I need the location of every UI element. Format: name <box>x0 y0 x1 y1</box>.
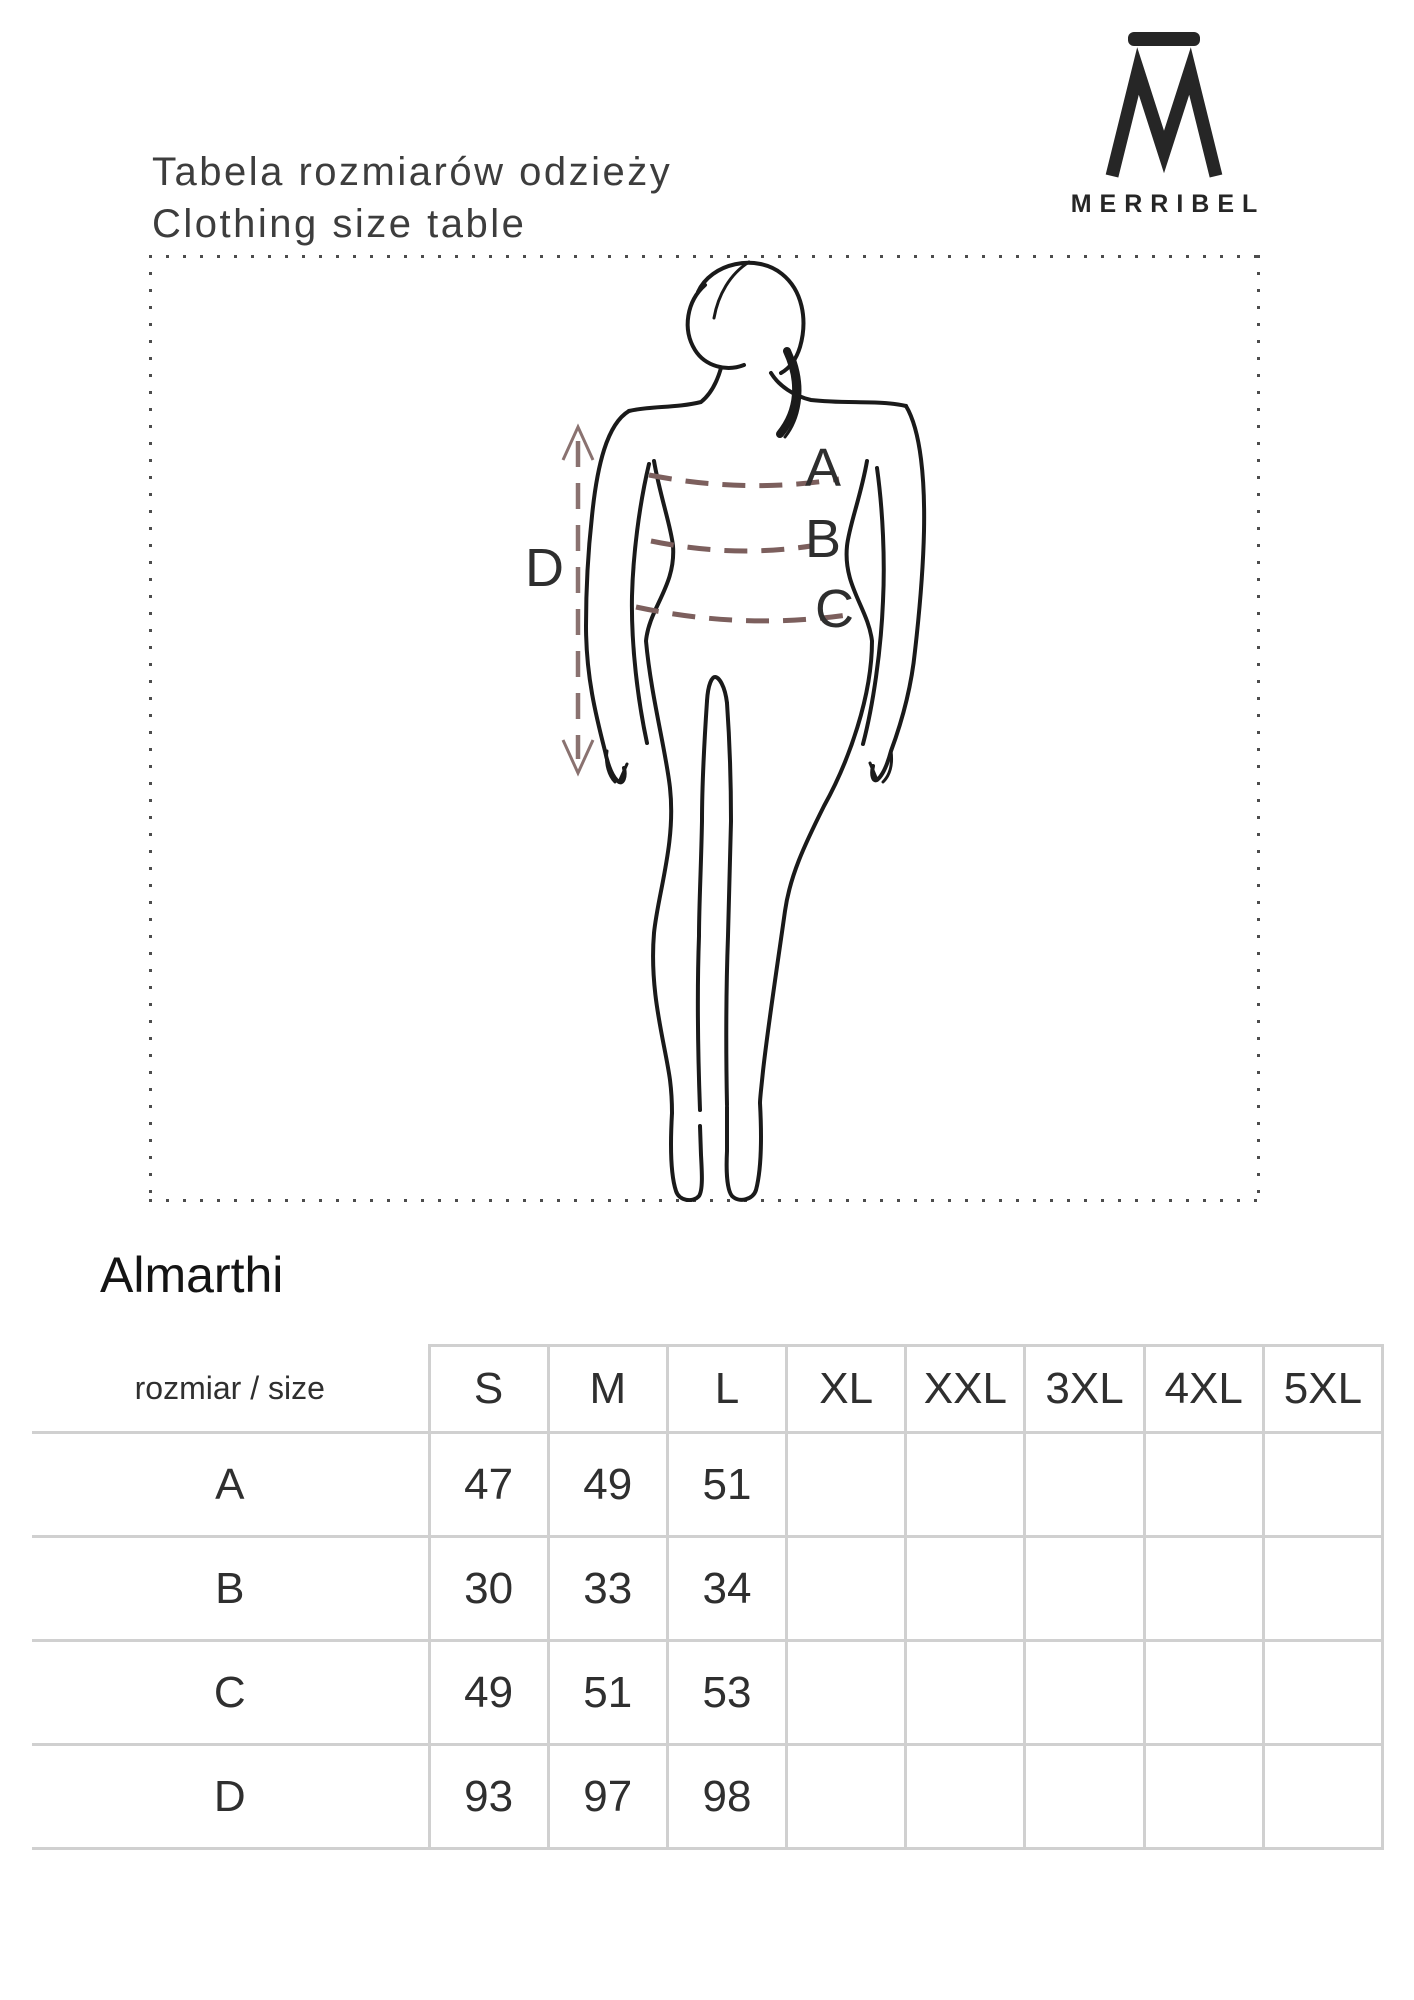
cell-b-l: 34 <box>667 1537 786 1641</box>
table-row-d <box>32 1745 1383 1849</box>
cell-a-5xl <box>1263 1433 1382 1537</box>
cell-c-3xl <box>1025 1641 1144 1745</box>
cell-c-l: 53 <box>667 1641 786 1745</box>
cell-d-xl <box>787 1745 906 1849</box>
label-hip: C <box>815 579 854 639</box>
size-col-3xl: 3XL <box>1025 1346 1144 1433</box>
size-col-m: M <box>548 1346 667 1433</box>
page-title-line-en: Clothing size table <box>152 202 527 246</box>
cell-d-4xl <box>1144 1745 1263 1849</box>
cell-a-l: 51 <box>667 1433 786 1537</box>
cell-a-3xl <box>1025 1433 1144 1537</box>
cell-b-xxl <box>906 1537 1025 1641</box>
cell-a-xl <box>787 1433 906 1537</box>
cell-c-4xl <box>1144 1641 1263 1745</box>
cell-d-xxl <box>906 1745 1025 1849</box>
size-table <box>32 1344 1384 1850</box>
cell-c-xxl <box>906 1641 1025 1745</box>
table-row-b <box>32 1537 1383 1641</box>
table-row-c <box>32 1641 1383 1745</box>
cell-b-s: 30 <box>429 1537 548 1641</box>
page-title-line-pl: Tabela rozmiarów odzieży <box>152 150 673 194</box>
cell-c-5xl <box>1263 1641 1382 1745</box>
cell-c-s: 49 <box>429 1641 548 1745</box>
cell-b-m: 33 <box>548 1537 667 1641</box>
cell-b-4xl <box>1144 1537 1263 1641</box>
row-label: B <box>32 1537 429 1641</box>
measurement-diagram <box>149 255 1260 1202</box>
brand-wordmark: MERRIBEL <box>1070 190 1266 218</box>
table-row-a <box>32 1433 1383 1537</box>
cell-a-m: 49 <box>548 1433 667 1537</box>
cell-b-xl <box>787 1537 906 1641</box>
cell-c-m: 51 <box>548 1641 667 1745</box>
size-col-4xl: 4XL <box>1144 1346 1263 1433</box>
brand-logo <box>1048 32 1280 219</box>
cell-b-3xl <box>1025 1537 1144 1641</box>
size-col-xl: XL <box>787 1346 906 1433</box>
cell-a-s: 47 <box>429 1433 548 1537</box>
size-col-s: S <box>429 1346 548 1433</box>
row-label: A <box>32 1433 429 1537</box>
row-header-label: rozmiar / size <box>32 1346 429 1433</box>
size-col-xxl: XXL <box>906 1346 1025 1433</box>
figure-sketch <box>149 255 1260 1202</box>
length-arrow <box>563 427 593 773</box>
cell-c-xl <box>787 1641 906 1745</box>
label-bust: A <box>805 438 842 498</box>
product-name: Almarthi <box>100 1247 284 1303</box>
row-label: D <box>32 1745 429 1849</box>
cell-a-4xl <box>1144 1433 1263 1537</box>
cell-d-3xl <box>1025 1745 1144 1849</box>
cell-b-5xl <box>1263 1537 1382 1641</box>
row-label: C <box>32 1641 429 1745</box>
cell-d-l: 98 <box>667 1745 786 1849</box>
cell-d-s: 93 <box>429 1745 548 1849</box>
size-col-5xl: 5XL <box>1263 1346 1382 1433</box>
label-waist: B <box>805 509 842 569</box>
label-length: D <box>525 538 564 598</box>
page-title <box>152 146 672 250</box>
cell-a-xxl <box>906 1433 1025 1537</box>
cell-d-m: 97 <box>548 1745 667 1849</box>
cell-d-5xl <box>1263 1745 1382 1849</box>
size-table-header-row <box>32 1346 1383 1433</box>
merribel-m-logo-icon <box>1102 32 1226 184</box>
size-col-l: L <box>667 1346 786 1433</box>
